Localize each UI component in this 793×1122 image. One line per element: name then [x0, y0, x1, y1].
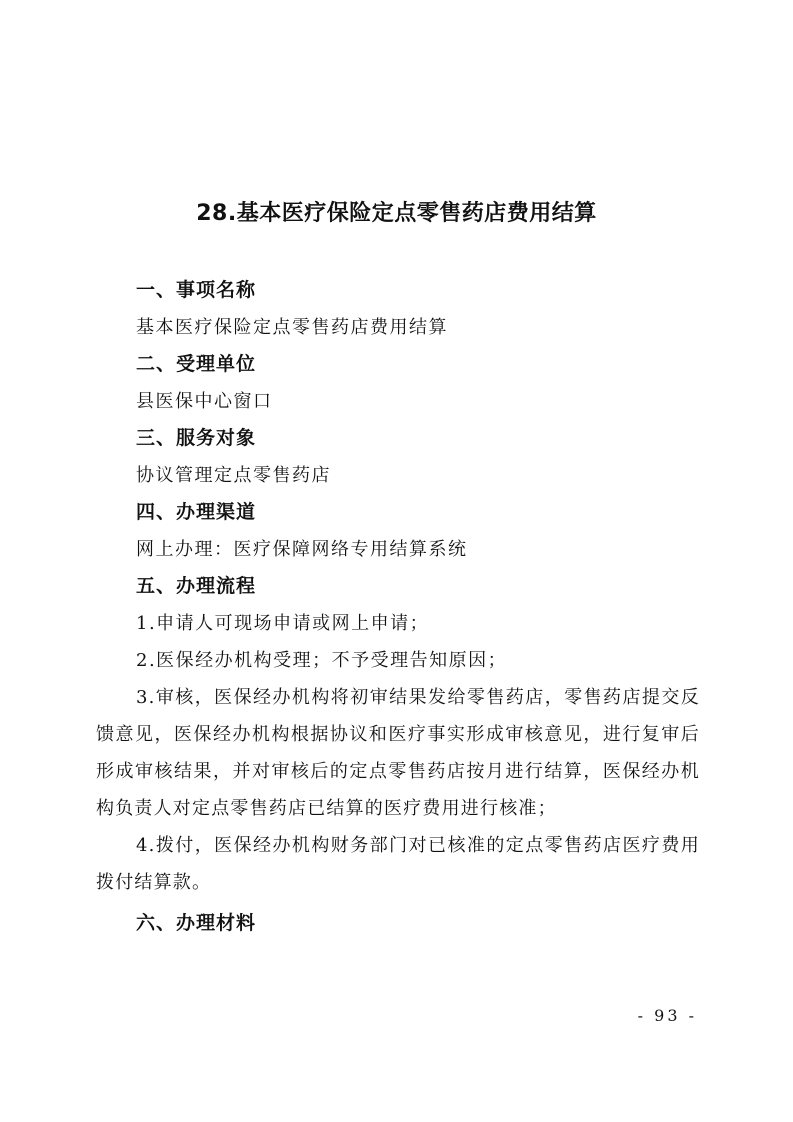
process-step-1: 1.申请人可现场申请或网上申请；: [136, 613, 430, 634]
channel-text: 网上办理：医疗保障网络专用结算系统: [136, 539, 468, 560]
document-body: [96, 272, 700, 942]
section-heading-accepting-unit: 二、受理单位: [136, 353, 257, 375]
section-heading-service-target: 三、服务对象: [136, 427, 257, 449]
page-number: - 93 -: [637, 1006, 697, 1025]
section-heading-materials: 六、办理材料: [136, 912, 257, 934]
section-heading-channel: 四、办理渠道: [136, 501, 257, 523]
process-step-2: 2.医保经办机构受理；不予受理告知原因；: [136, 650, 508, 671]
section-heading-process: 五、办理流程: [136, 575, 257, 597]
process-step-4: 4.拨付，医保经办机构财务部门对已核准的定点零售药店医疗费用拨付结算款。: [96, 835, 700, 893]
accepting-unit-text: 县医保中心窗口: [136, 391, 273, 412]
page-title: 28.基本医疗保险定点零售药店费用结算: [196, 201, 597, 226]
section-heading-item-name: 一、事项名称: [136, 279, 257, 301]
process-step-3: 3.审核，医保经办机构将初审结果发给零售药店，零售药店提交反馈意见，医保经办机构根据协议和医疗事实形成审核意见，进行复审后形成审核结果，并对审核后的定点零售药店按月进行结算，医保经办机构负责人对定点零售药店已结算的医疗费用进行核准；: [96, 687, 700, 819]
item-name-text: 基本医疗保险定点零售药店费用结算: [136, 317, 448, 338]
service-target-text: 协议管理定点零售药店: [136, 465, 331, 486]
